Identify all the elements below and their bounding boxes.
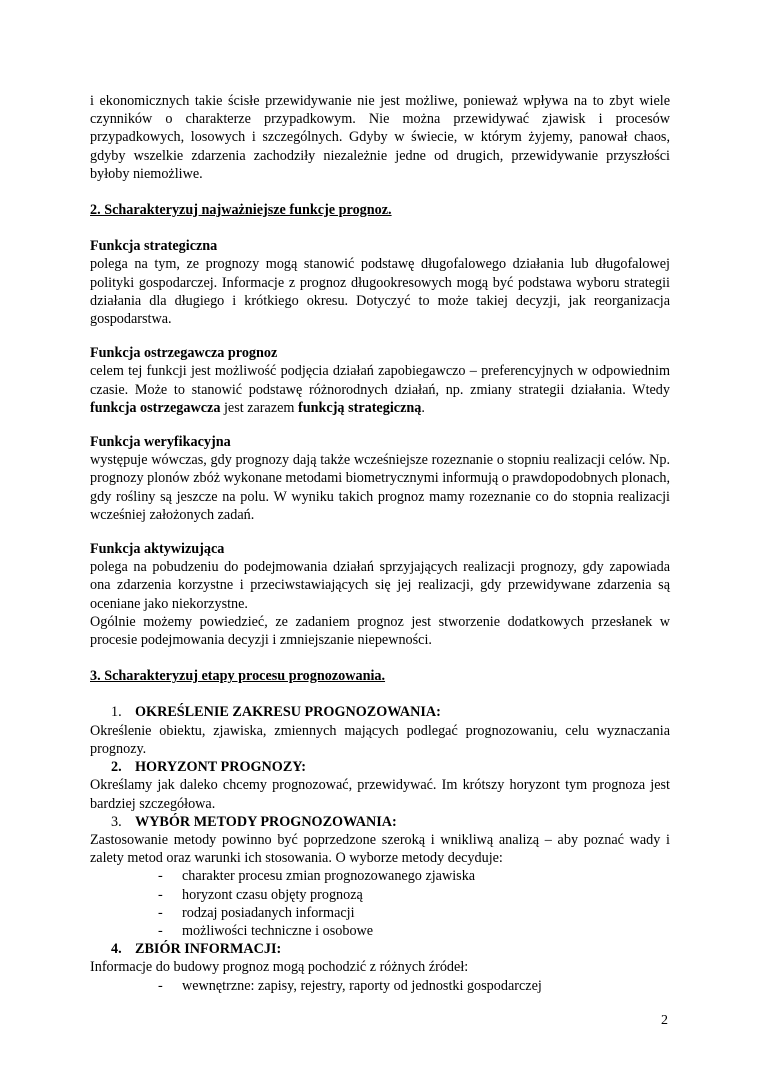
step-title-text: OKREŚLENIE ZAKRESU PROGNOZOWANIA: (135, 704, 441, 721)
list-item: - horyzont czasu objęty prognozą (158, 886, 670, 904)
step-title (90, 940, 670, 958)
step-title (90, 758, 670, 776)
step-title (90, 813, 670, 831)
function-text: polega na pobudzeniu do podejmowania działań sprzyjających realizacji prognozy, gdy zapowiada ona zdarzenia korzystne i przeciwstawiających się jej realizacji, gdy przewidywane zdarzenia są oceniane jako niekorzystne. (90, 559, 670, 612)
step-number: 4. (111, 941, 122, 958)
section3-heading: 3. Scharakteryzuj etapy procesu prognozowania. (90, 668, 386, 685)
step-2 (90, 758, 670, 813)
step-number: 3. (111, 813, 122, 830)
function-title: Funkcja strategiczna (90, 238, 218, 255)
text-segment: jest zarazem (220, 399, 299, 416)
summary-text: Ogólnie możemy powiedzieć, ze zadaniem prognoz jest stworzenie dodatkowych przesłanek w procesie podejmowania decyzji i zmniejszanie niepewności. (90, 613, 670, 649)
function-text: występuje wówczas, gdy prognozy dają także wcześniejsze rozeznanie o stopniu realizacji celów. Np. prognozy plonów zbóż wykonane metodami biometrycznymi informują o prawdopodobnych plonach, gdy rośliny są jeszcze na polu. W wyniku takich prognoz mamy rozeznanie co do stopnia realizacji wcześniej założonych zadań. (90, 452, 670, 523)
function-verification (90, 433, 670, 524)
list-item: - wewnętrzne: zapisy, rejestry, raporty od jednostki gospodarczej (158, 977, 670, 995)
step-number: 2. (111, 759, 122, 776)
step-title-text: HORYZONT PROGNOZY: (135, 759, 306, 776)
step-4 (90, 940, 670, 995)
criteria-list (90, 867, 670, 940)
function-strategic (90, 237, 670, 328)
step-1 (90, 703, 670, 758)
step-number: 1. (111, 704, 122, 721)
list-item: - charakter procesu zmian prognozowanego zjawiska (158, 867, 670, 885)
step-title-text: WYBÓR METODY PROGNOZOWANIA: (135, 813, 397, 830)
bold-term: funkcja ostrzegawcza (90, 399, 221, 416)
step-text: Określamy jak daleko chcemy prognozować, przewidywać. Im krótszy horyzont tym prognoza jest bardziej szczegółowa. (90, 777, 670, 812)
function-title: Funkcja aktywizująca (90, 541, 225, 558)
bold-term: funkcją strategiczną (298, 399, 422, 416)
section2-heading: 2. Scharakteryzuj najważniejsze funkcje prognoz. (90, 202, 392, 219)
function-title: Funkcja weryfikacyjna (90, 434, 231, 451)
list-item: - rodzaj posiadanych informacji (158, 904, 670, 922)
function-activating (90, 540, 670, 649)
function-warning (90, 344, 670, 417)
step-3 (90, 813, 670, 940)
sources-list (90, 977, 670, 995)
page-number: 2 (661, 1013, 668, 1028)
step-title (90, 703, 670, 721)
function-text (90, 362, 670, 417)
step-text: Określenie obiektu, zjawiska, zmiennych mających podlegać prognozowaniu, celu wyznaczania prognozy. (90, 722, 670, 757)
text-segment: . (421, 399, 425, 416)
list-item: - możliwości techniczne i osobowe (158, 922, 670, 940)
step-text: Zastosowanie metody powinno być poprzedzone szeroką i wnikliwą analizą – aby poznać wady i zalety metod oraz warunki ich stosowania. O wyborze metody decyduje: (90, 831, 670, 867)
step-title-text: ZBIÓR INFORMACJI: (135, 941, 282, 958)
intro-paragraph: i ekonomicznych takie ścisłe przewidywanie nie jest możliwe, ponieważ wpływa na to zbyt wiele czynników o charakterze przypadkowym. Nie można przewidywać zjawisk i procesów przypadkowych, losowych i szczególnych. Gdyby w świecie, w którym żyjemy, panował chaos, gdyby wszelkie zdarzenia zachodziły niezależnie jedne od drugich, przewidywanie przyszłości byłoby niemożliwe. (90, 93, 670, 182)
text-segment: celem tej funkcji jest możliwość podjęcia działań zapobiegawczo – preferencyjnych w odpowiednim czasie. Może to stanowić podstawę różnorodnych działań, np. zmiany strategii działania. Wtedy (90, 363, 670, 398)
function-title: Funkcja ostrzegawcza prognoz (90, 345, 278, 362)
function-text: polega na tym, ze prognozy mogą stanowić podstawę długofalowego działania lub długofalowej polityki gospodarczej. Informacje z prognoz długookresowych mogą być podstawa wyboru strategii działania dla długiego i krótkiego okresu. Dotyczyć to może takiej decyzji, jak reorganizacja gospodarstwa. (90, 256, 670, 328)
document-page (90, 92, 670, 995)
step-text: Informacje do budowy prognoz mogą pochodzić z różnych źródeł: (90, 959, 469, 976)
